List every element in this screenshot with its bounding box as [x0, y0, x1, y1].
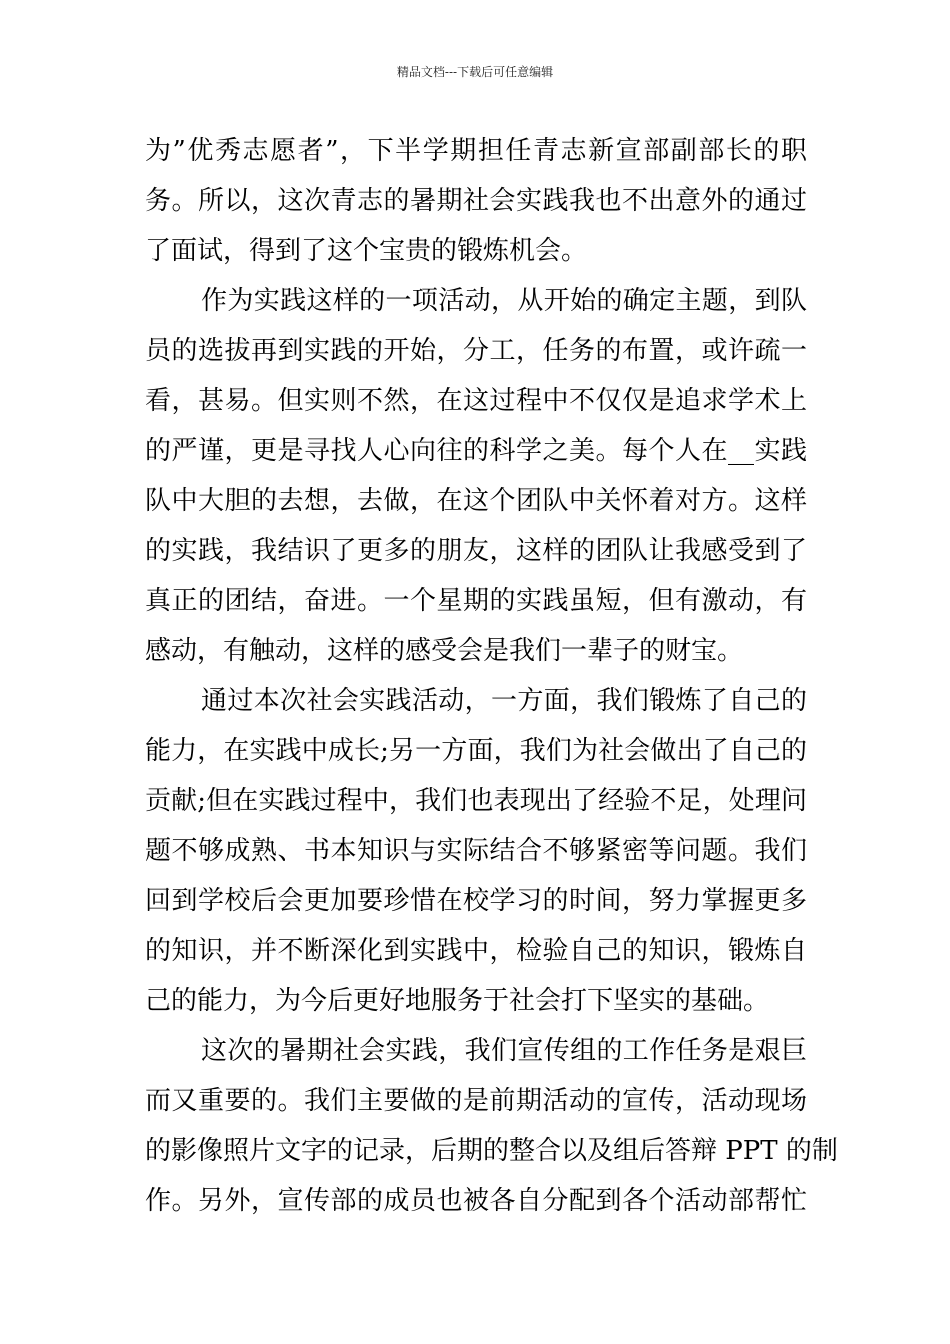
- document-body: [145, 126, 838, 1226]
- text-line: 的实践，我结识了更多的朋友，这样的团队让我感受到了: [145, 536, 807, 566]
- text-line: 而又重要的。我们主要做的是前期活动的宣传，活动现场: [145, 1086, 807, 1116]
- text-line: 真正的团结，奋进。一个星期的实践虽短，但有激动，有: [145, 586, 807, 616]
- paragraph-2: [145, 276, 807, 676]
- text-line: 的影像照片文字的记录，后期的整合以及组后答辩 PPT 的制: [145, 1136, 838, 1166]
- text-line: 感动，有触动，这样的感受会是我们一辈子的财宝。: [145, 636, 744, 666]
- text-line: 通过本次社会实践活动，一方面，我们锻炼了自己的: [201, 686, 807, 716]
- text-line: 了面试，得到了这个宝贵的锻炼机会。: [145, 236, 588, 266]
- text-line: 己的能力，为今后更好地服务于社会打下坚实的基础。: [145, 986, 770, 1016]
- paragraph-1: [145, 126, 807, 276]
- paragraph-4: [145, 1026, 838, 1226]
- text-line: 队中大胆的去想，去做，在这个团队中关怀着对方。这样: [145, 486, 807, 516]
- text-line: 回到学校后会更加要珍惜在校学习的时间，努力掌握更多: [145, 886, 807, 916]
- text-line: 看，甚易。但实则不然，在这过程中不仅仅是追求学术上: [145, 386, 807, 416]
- text-line: 的严谨，更是寻找人心向往的科学之美。每个人在__实践: [145, 436, 807, 466]
- text-line: 务。所以，这次青志的暑期社会实践我也不出意外的通过: [145, 186, 807, 216]
- page-header: 精品文档---下载后可任意编辑: [396, 65, 554, 79]
- text-line: 这次的暑期社会实践，我们宣传组的工作任务是艰巨: [201, 1036, 807, 1066]
- paragraph-3: [145, 676, 807, 1026]
- text-line: 能力，在实践中成长;另一方面，我们为社会做出了自己的: [145, 736, 807, 766]
- text-line: 作。另外，宣传部的成员也被各自分配到各个活动部帮忙: [145, 1186, 807, 1216]
- text-line: 贡献;但在实践过程中，我们也表现出了经验不足，处理问: [145, 786, 807, 816]
- text-line: 为”优秀志愿者”，下半学期担任青志新宣部副部长的职: [145, 136, 807, 166]
- text-line: 的知识，并不断深化到实践中，检验自己的知识，锻炼自: [145, 936, 807, 966]
- text-line: 作为实践这样的一项活动，从开始的确定主题，到队: [201, 286, 807, 316]
- text-line: 员的选拔再到实践的开始，分工，任务的布置，或许疏一: [145, 336, 807, 366]
- text-line: 题不够成熟、书本知识与实际结合不够紧密等问题。我们: [145, 836, 807, 866]
